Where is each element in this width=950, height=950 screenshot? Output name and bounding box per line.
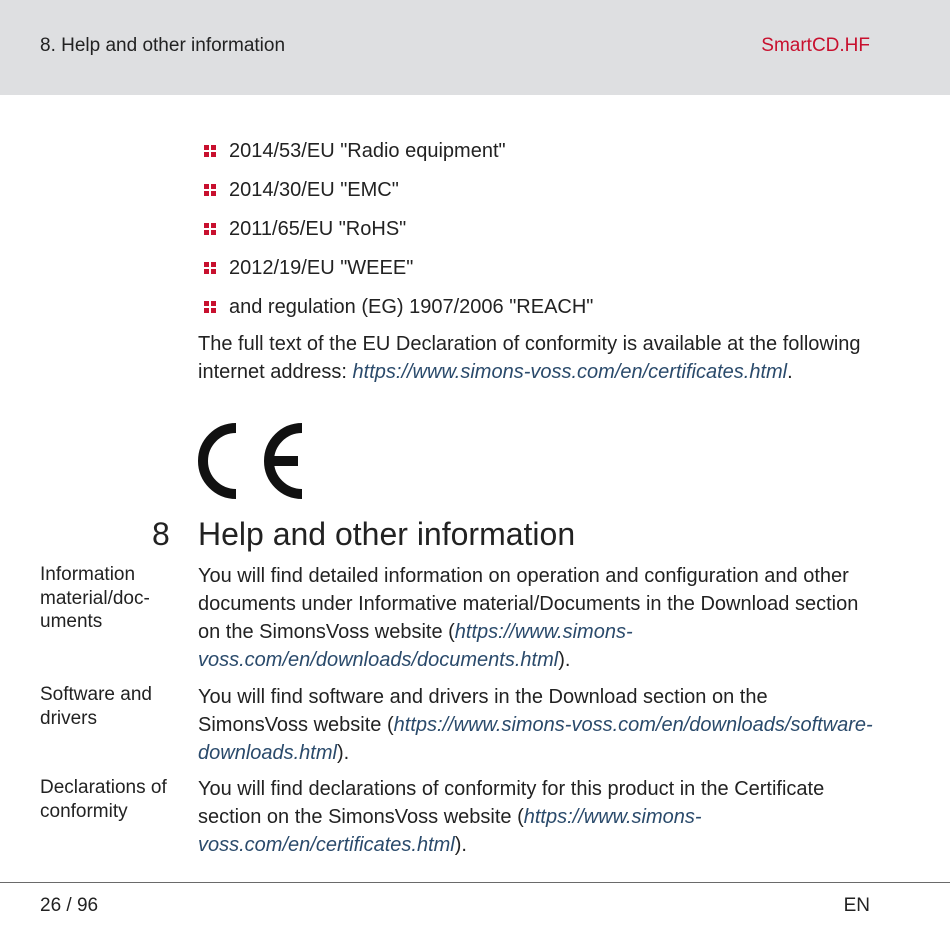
bullet-icon — [204, 262, 217, 275]
bullet-icon — [204, 301, 217, 314]
side-label-software: Software and drivers — [40, 684, 152, 729]
chapter-title: 8. Help and other information — [40, 35, 286, 56]
page-header — [0, 0, 950, 95]
information-paragraph: You will find detailed information on operation and configuration and other documents under Informative material/Documents in the Download section on the SimonsVoss website (https://www.simons-voss.com/en/downloads/documents.html). — [198, 565, 859, 671]
declarations-paragraph: You will find declarations of conformity for this product in the Certificate section on the SimonsVoss website (https://www.simons-voss.com/en/certificates.html). — [198, 778, 825, 856]
page-number: 26 / 96 — [40, 895, 99, 916]
bullet-icon — [204, 223, 217, 236]
bullet-icon — [204, 184, 217, 197]
ce-mark-icon — [198, 422, 308, 500]
list-item: and regulation (EG) 1907/2006 "REACH" — [204, 293, 593, 332]
section-title: Help and other information — [198, 516, 576, 552]
section-number: 8 — [152, 516, 170, 552]
side-label-declarations: Declarations of conformity — [40, 777, 167, 822]
list-item: 2012/19/EU "WEEE" — [204, 254, 593, 293]
list-item: 2014/53/EU "Radio equipment" — [204, 137, 593, 176]
language-code: EN — [843, 895, 870, 916]
list-item: 2011/65/EU "RoHS" — [204, 215, 593, 254]
conformity-paragraph: The full text of the EU Declaration of conformity is available at the following internet address: https://www.simons-voss.com/en/certificates.html. — [198, 333, 861, 383]
directive-list — [204, 137, 593, 332]
brand-name: SmartCD.HF — [761, 35, 870, 56]
software-link[interactable]: https://www.simons-voss.com/en/downloads/software-downloads.html — [198, 714, 873, 764]
declarations-link[interactable]: https://www.simons-voss.com/en/certificates.html — [198, 806, 702, 856]
side-label-information: Information material/doc-uments — [40, 564, 150, 632]
list-item: 2014/30/EU "EMC" — [204, 176, 593, 215]
software-paragraph: You will find software and drivers in the Download section on the SimonsVoss website (https://www.simons-voss.com/en/downloads/software-downloads.html). — [198, 686, 873, 764]
footer-divider — [0, 882, 950, 883]
bullet-icon — [204, 145, 217, 158]
certificates-link[interactable]: https://www.simons-voss.com/en/certificates.html — [352, 361, 788, 383]
documents-link[interactable]: https://www.simons-voss.com/en/downloads/documents.html — [198, 621, 633, 671]
